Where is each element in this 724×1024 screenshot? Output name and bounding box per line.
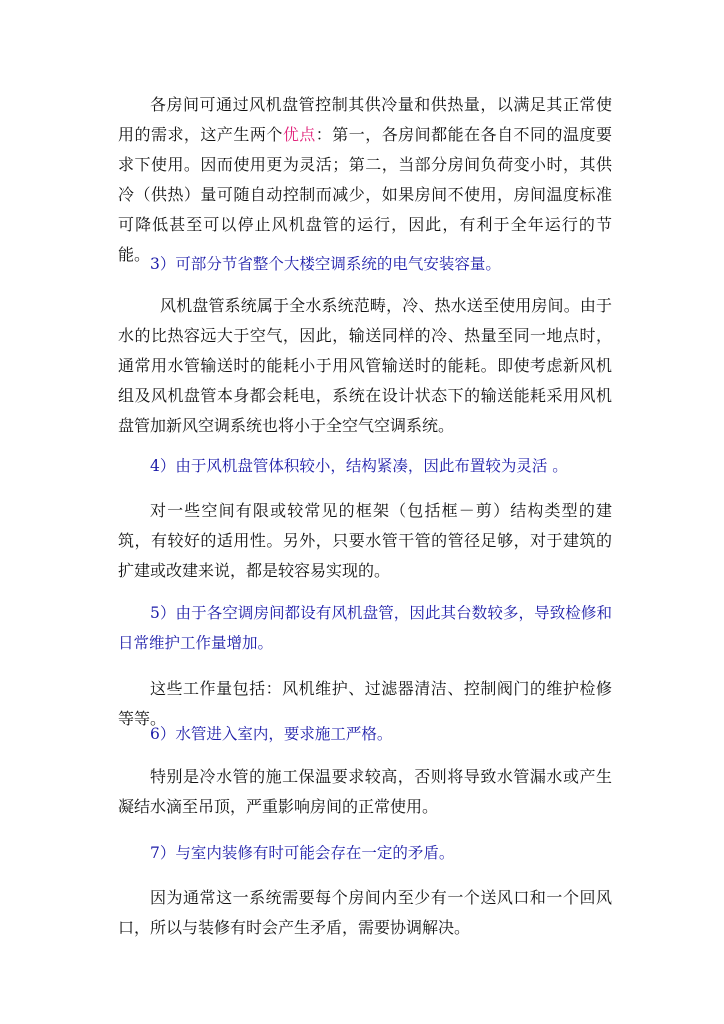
- paragraph-advantages: [118, 90, 612, 270]
- paragraph-item-7: 因为通常这一系统需要每个房间内至少有一个送风口和一个回风口，所以与装修有时会产生矛盾，需要协调解决。: [118, 888, 612, 937]
- heading-item-5: 5）由于各空调房间都设有风机盘管，因此其台数较多，导致检修和日常维护工作量增加。: [118, 604, 612, 652]
- heading-item-6: 6）水管进入室内，要求施工严格。: [150, 725, 393, 743]
- paragraph-item-5: 这些工作量包括：风机维护、过滤器清洁、控制阀门的维护检修等等。: [118, 679, 612, 728]
- highlighted-term: 优点: [282, 125, 316, 144]
- paragraph-item-6: 特别是冷水管的施工保温要求较高，否则将导致水管漏水或产生凝结水滴至吊顶，严重影响房间的正常使用。: [118, 767, 612, 816]
- heading-item-7: 7）与室内装修有时可能会存在一定的矛盾。: [150, 844, 455, 862]
- paragraph-advantages-text-start: 各房间可通过风机盘管控制其供冷量和供热量，以满足其正常使用的需求，这产生两个: [118, 95, 612, 144]
- paragraph-item-4: 对一些空间有限或较常见的框架（包括框－剪）结构类型的建筑，有较好的适用性。另外，只要水管干管的管径足够，对于建筑的扩建或改建来说，都是较容易实现的。: [118, 501, 612, 580]
- paragraph-advantages-text-end: ：第一，各房间都能在各自不同的温度要求下使用。因而使用更为灵活；第二，当部分房间负荷变小时，其供冷（供热）量可随自动控制而减少，如果房间不使用，房间温度标准可降低甚至可以停止风机盘管的运行，因此，有利于全年运行的节能。: [118, 125, 612, 264]
- heading-item-3: 3）可部分节省整个大楼空调系统的电气安装容量。: [150, 255, 501, 273]
- heading-item-4: 4）由于风机盘管体积较小，结构紧凑，因此布置较为灵活 。: [150, 457, 568, 475]
- paragraph-item-3: 风机盘管系统属于全水系统范畴，冷、热水送至使用房间。由于水的比热容远大于空气，因此，输送同样的冷、热量至同一地点时，通常用水管输送时的能耗小于用风管输送时的能耗。即使考虑新风机组及风机盘管本身都会耗电，系统在设计状态下的输送能耗采用风机盘管加新风空调系统也将小于全空气空调系统。: [118, 296, 612, 435]
